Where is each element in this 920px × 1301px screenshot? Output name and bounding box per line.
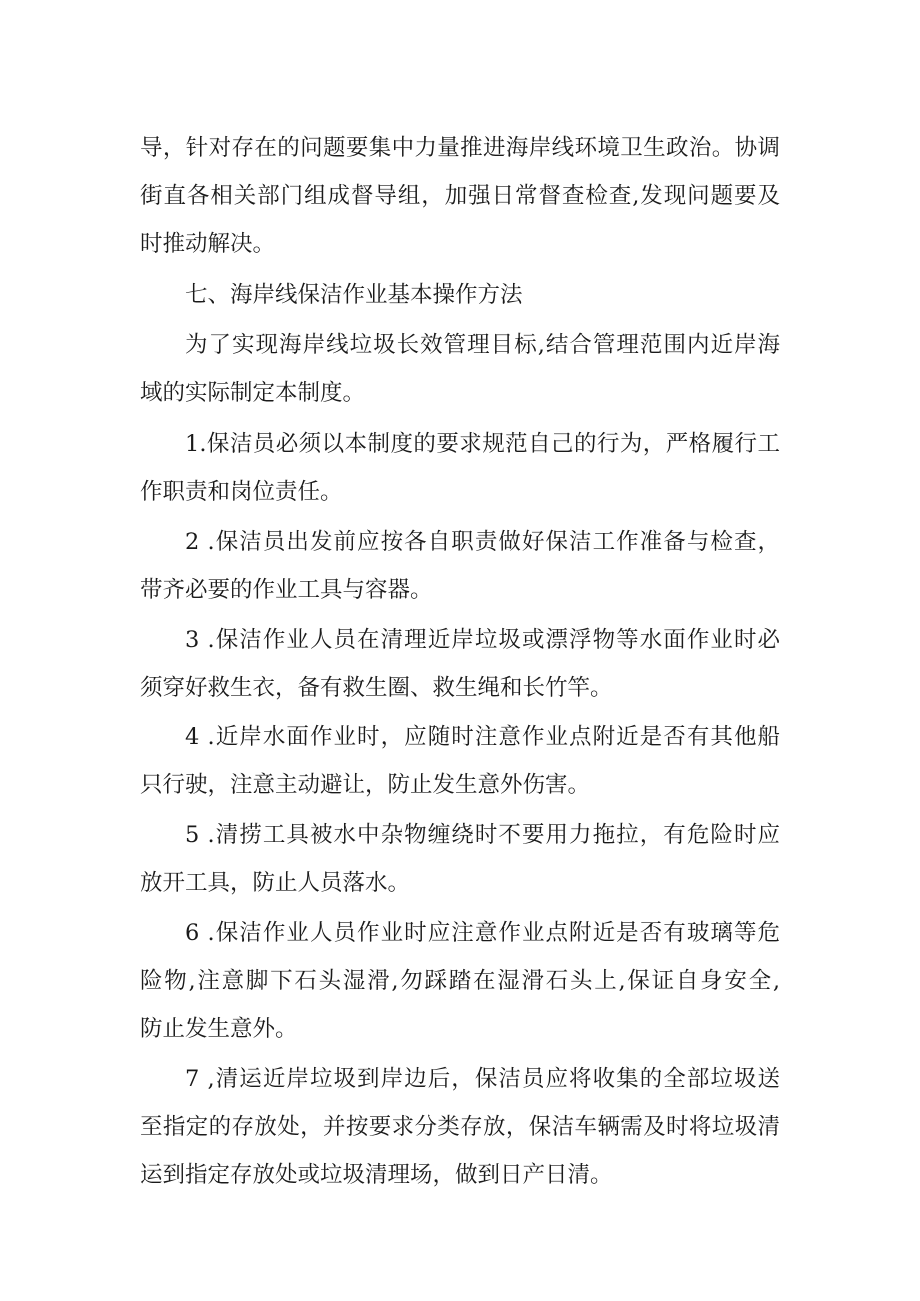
list-item-line: 3 .保洁作业人员在清理近岸垃圾或漂浮物等水面作业时必	[185, 627, 780, 653]
list-item-line: 2 .保洁员出发前应按各自职责做好保洁工作准备与检查，	[185, 529, 780, 555]
section-heading: 七、海岸线保洁作业基本操作方法	[185, 282, 523, 308]
list-item-line: 5 .清捞工具被水中杂物缠绕时不要用力拖拉，有危险时应	[185, 822, 780, 848]
text-line: 导，针对存在的问题要集中力量推进海岸线环境卫生政治。协调	[140, 135, 780, 161]
list-item-line: 7 ,清运近岸垃圾到岸边后，保洁员应将收集的全部垃圾送	[185, 1066, 780, 1092]
list-item-line: 只行驶，注意主动避让，防止发生意外伤害。	[140, 772, 591, 798]
list-item-line: 带齐必要的作业工具与容器。	[140, 577, 433, 603]
list-item-line: 险物,注意脚下石头湿滑,勿踩踏在湿滑石头上,保证自身安全,	[140, 968, 780, 994]
list-item-line: 防止发生意外。	[140, 1016, 298, 1042]
text-line: 街直各相关部门组成督导组，加强日常督查检查,发现问题要及	[140, 183, 780, 209]
text-line: 域的实际制定本制度。	[140, 380, 366, 406]
list-item-line: 运到指定存放处或垃圾清理场，做到日产日清。	[140, 1162, 613, 1188]
list-item-line: 6 .保洁作业人员作业时应注意作业点附近是否有玻璃等危	[185, 920, 780, 946]
list-item-line: 放开工具，防止人员落水。	[140, 870, 411, 896]
list-item-line: 至指定的存放处，并按要求分类存放，保洁车辆需及时将垃圾清	[140, 1114, 780, 1140]
text-line: 时推动解决。	[140, 231, 276, 257]
list-item-line: 4 .近岸水面作业时，应随时注意作业点附近是否有其他船	[185, 724, 780, 750]
list-item-line: 作职责和岗位责任。	[140, 479, 343, 505]
list-item-line: 1.保洁员必须以本制度的要求规范自己的行为，严格履行工	[185, 431, 780, 457]
list-item-line: 须穿好救生衣，备有救生圈、救生绳和长竹竿。	[140, 675, 613, 701]
text-line: 为了实现海岸线垃圾长效管理目标,结合管理范围内近岸海	[185, 332, 780, 358]
